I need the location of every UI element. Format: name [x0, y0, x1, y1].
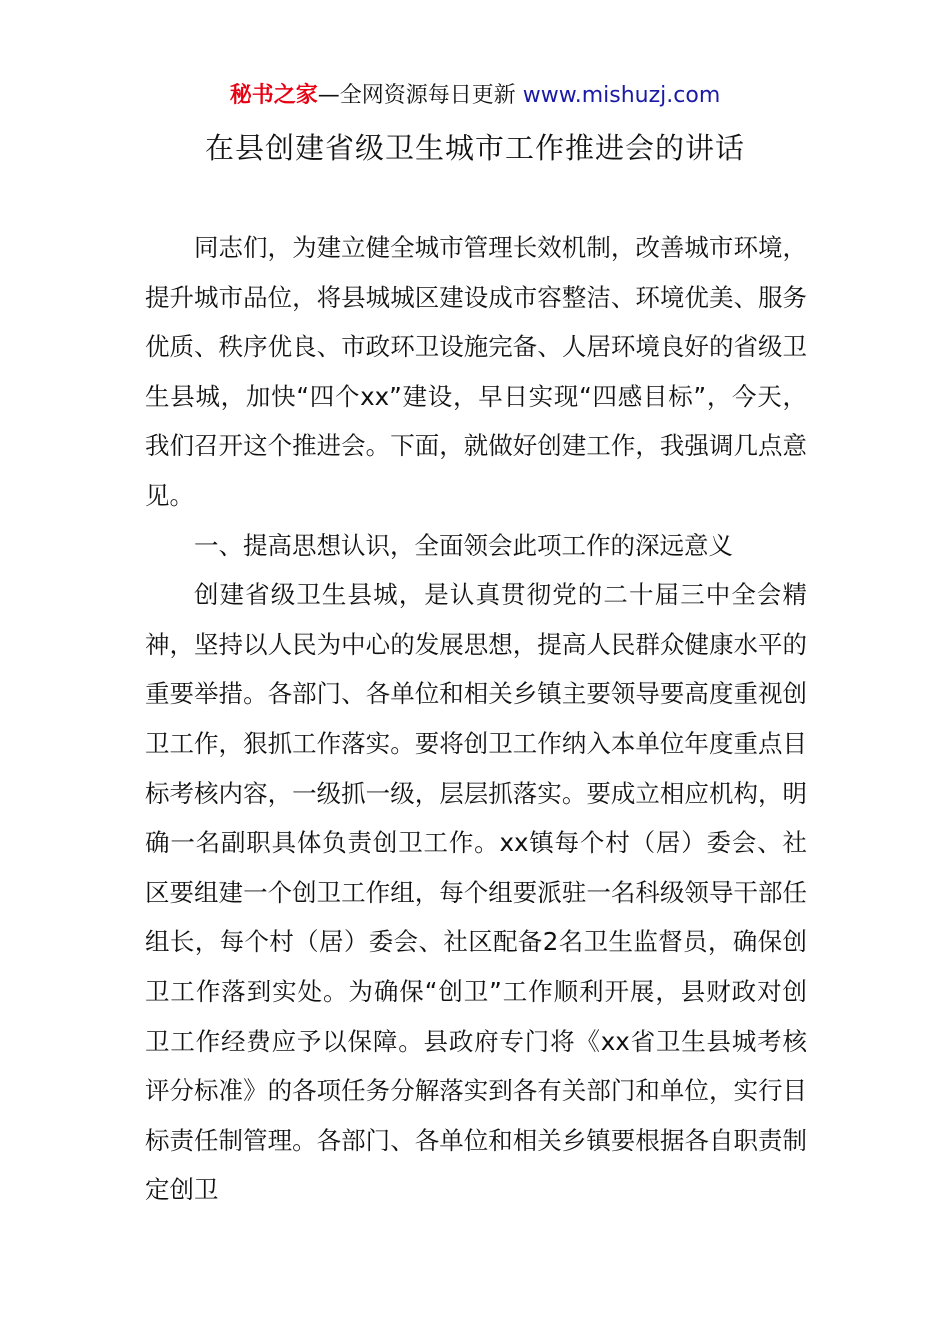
- site-header: [0, 80, 950, 112]
- document-title: 在县创建省级卫生城市工作推进会的讲话: [204, 131, 745, 165]
- header-tagline: —全网资源每日更新: [317, 83, 523, 108]
- site-url-link[interactable]: www.mishuzj.com: [522, 83, 721, 108]
- section-heading-1: 一、提高思想认识，全面领会此项工作的深远意义: [194, 530, 733, 560]
- paragraph-section-1: 创建省级卫生县城，是认真贯彻党的二十届三中全会精神，坚持以人民为中心的发展思想，提高人民群众健康水平的重要举措。各部门、各单位和相关乡镇主要领导要高度重视创卫工作，狠抓工作落实。要将创卫工作纳入本单位年度重点目标考核内容，一级抓一级，层层抓落实。要成立相应机构，明确一名副职具体负责创卫工作。xx镇每个村（居）委会、社区要组建一个创卫工作组，每个组要派驻一名科级领导干部任组长，每个村（居）委会、社区配备2名卫生监督员，确保创卫工作落到实处。为确保“创卫”工作顺利开展，县财政对创卫工作经费应予以保障。县政府专门将《xx省卫生县城考核评分标准》的各项任务分解落实到各有关部门和单位，实行目标责任制管理。各部门、各单位和相关乡镇要根据各自职责制定创卫: [145, 580, 807, 1205]
- brand-name: 秘书之家: [229, 83, 318, 108]
- document-body: [145, 223, 807, 1215]
- paragraph-opening: 同志们，为建立健全城市管理长效机制，改善城市环境，提升城市品位，将县城城区建设成市容整洁、环境优美、服务优质、秩序优良、市政环卫设施完备、人居环境良好的省级卫生县城，加快“四个xx”建设，早日实现“四感目标”，今天，我们召开这个推进会。下面，就做好创建工作，我强调几点意见。: [145, 233, 807, 510]
